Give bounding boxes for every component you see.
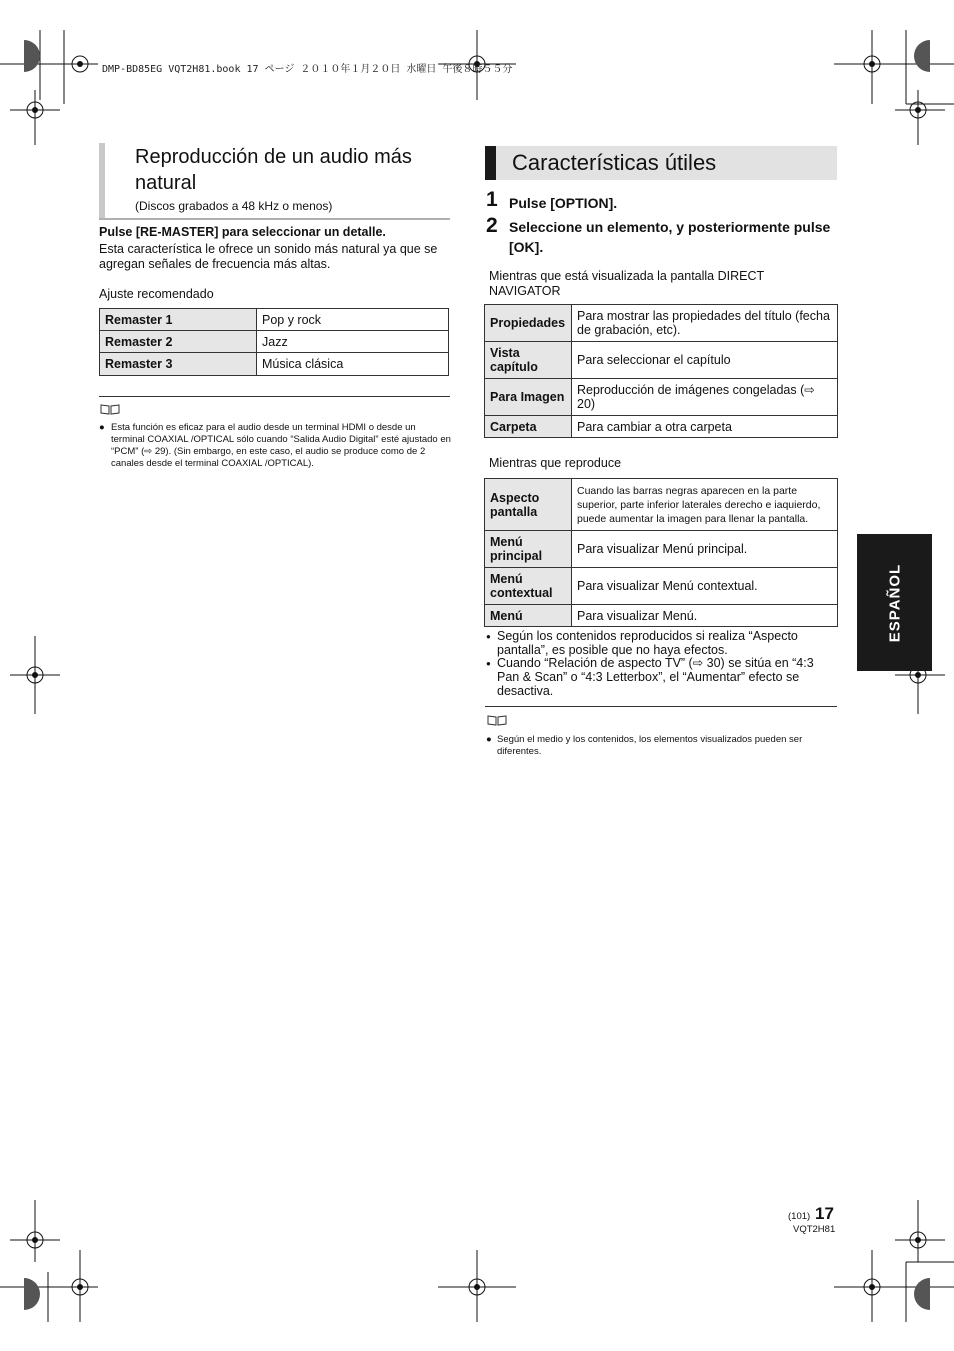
table-key: Remaster 3 [100, 353, 257, 376]
features-note: Según el medio y los contenidos, los elementos visualizados pueden ser diferentes. [497, 734, 803, 757]
table-row [100, 331, 449, 353]
table-row [485, 342, 838, 379]
remaster-instruction: Pulse [RE-MASTER] para seleccionar un detalle. [99, 225, 386, 239]
section-subtitle: (Discos grabados a 48 kHz o menos) [135, 199, 333, 213]
note-divider [485, 706, 837, 707]
note-divider [99, 396, 450, 397]
table-value: Para visualizar Menú contextual. [572, 568, 838, 605]
recommended-label: Ajuste recomendado [99, 287, 214, 301]
table-row [485, 568, 838, 605]
table-key: Para Imagen [485, 379, 572, 416]
table-key: Carpeta [485, 416, 572, 438]
step-number: 2 [486, 214, 498, 237]
table-value: Jazz [257, 331, 449, 353]
note-bullet-icon: ● [99, 422, 105, 433]
section-title-remaster: Reproducción de un audio más natural [135, 146, 412, 194]
table-value: Para visualizar Menú. [572, 605, 838, 627]
table-key: Menú principal [485, 531, 572, 568]
section-header-features [485, 146, 837, 180]
section-rule [99, 218, 450, 220]
remaster-note: Esta función es eficaz para el audio desde un terminal HDMI o desde un terminal COAXIAL /OPTICAL sólo cuando “Salida Audio Digital” esté ajustado en “PCM” (⇨ 29). (Sin embargo, en este caso, el audio se produce como de 2 canales desde el terminal COAXIAL /OPTICAL). [111, 422, 451, 469]
table-row [100, 309, 449, 331]
table-key: Menú [485, 605, 572, 627]
table-value: Para seleccionar el capítulo [572, 342, 838, 379]
playback-label: Mientras que reproduce [489, 456, 622, 470]
playback-table [484, 478, 838, 627]
table-key: Menú contextual [485, 568, 572, 605]
model-code: VQT2H81 [793, 1224, 836, 1235]
step-text: Pulse [OPTION]. [509, 195, 618, 211]
table-row [485, 416, 838, 438]
direct-navigator-label: Mientras que está visualizada la pantalla DIRECT NAVIGATOR [489, 269, 764, 298]
section-bar [99, 143, 105, 219]
section-title-features: Características útiles [512, 150, 717, 175]
table-key: Remaster 1 [100, 309, 257, 331]
table-value: Para mostrar las propiedades del título (fecha de grabación, etc). [572, 305, 838, 342]
language-tab-label: ESPAÑOL [886, 563, 903, 642]
remaster-table [99, 308, 449, 376]
table-row [100, 353, 449, 376]
book-note-icon [100, 404, 120, 415]
file-header: DMP-BD85EG VQT2H81.book 17 ページ ２０１０年１月２０日 水曜日 午後８時５５分 [102, 64, 513, 75]
page-ref: (101) [788, 1211, 811, 1222]
table-value: Para cambiar a otra carpeta [572, 416, 838, 438]
header-block [485, 146, 496, 180]
note-bullet-icon: ● [486, 734, 492, 745]
table-key: Aspecto pantalla [485, 479, 572, 531]
page-number: 17 [815, 1204, 834, 1223]
table-value: Música clásica [257, 353, 449, 376]
table-row [485, 379, 838, 416]
bullet-icon: ● [486, 659, 491, 668]
table-key: Propiedades [485, 305, 572, 342]
table-row [485, 305, 838, 342]
table-value: Reproducción de imágenes congeladas (⇨ 20) [572, 379, 838, 416]
step-text: Seleccione un elemento, y posteriormente pulse [OK]. [509, 219, 831, 255]
table-row [485, 479, 838, 531]
table-key: Remaster 2 [100, 331, 257, 353]
table-value: Para visualizar Menú principal. [572, 531, 838, 568]
bullet-item: Según los contenidos reproducidos si realiza “Aspecto pantalla”, es posible que no haya efectos. [497, 629, 798, 657]
direct-navigator-table [484, 304, 838, 438]
remaster-description: Esta característica le ofrece un sonido más natural ya que se agregan señales de frecuencia más altas. [99, 242, 438, 271]
bullet-icon: ● [486, 632, 491, 641]
table-value: Cuando las barras negras aparecen en la parte superior, parte inferior laterales derecho e iaquierdo, puede aumentar la imagen para llenar la pantalla. [572, 479, 838, 531]
book-note-icon [487, 715, 507, 726]
table-row [485, 605, 838, 627]
table-row [485, 531, 838, 568]
table-value: Pop y rock [257, 309, 449, 331]
bullet-item: Cuando “Relación de aspecto TV” (⇨ 30) se sitúa en “4:3 Pan & Scan” o “4:3 Letterbox”, el “Aumentar” efecto se desactiva. [497, 656, 814, 698]
table-key: Vista capítulo [485, 342, 572, 379]
language-tab [857, 534, 932, 671]
step-number: 1 [486, 188, 498, 211]
